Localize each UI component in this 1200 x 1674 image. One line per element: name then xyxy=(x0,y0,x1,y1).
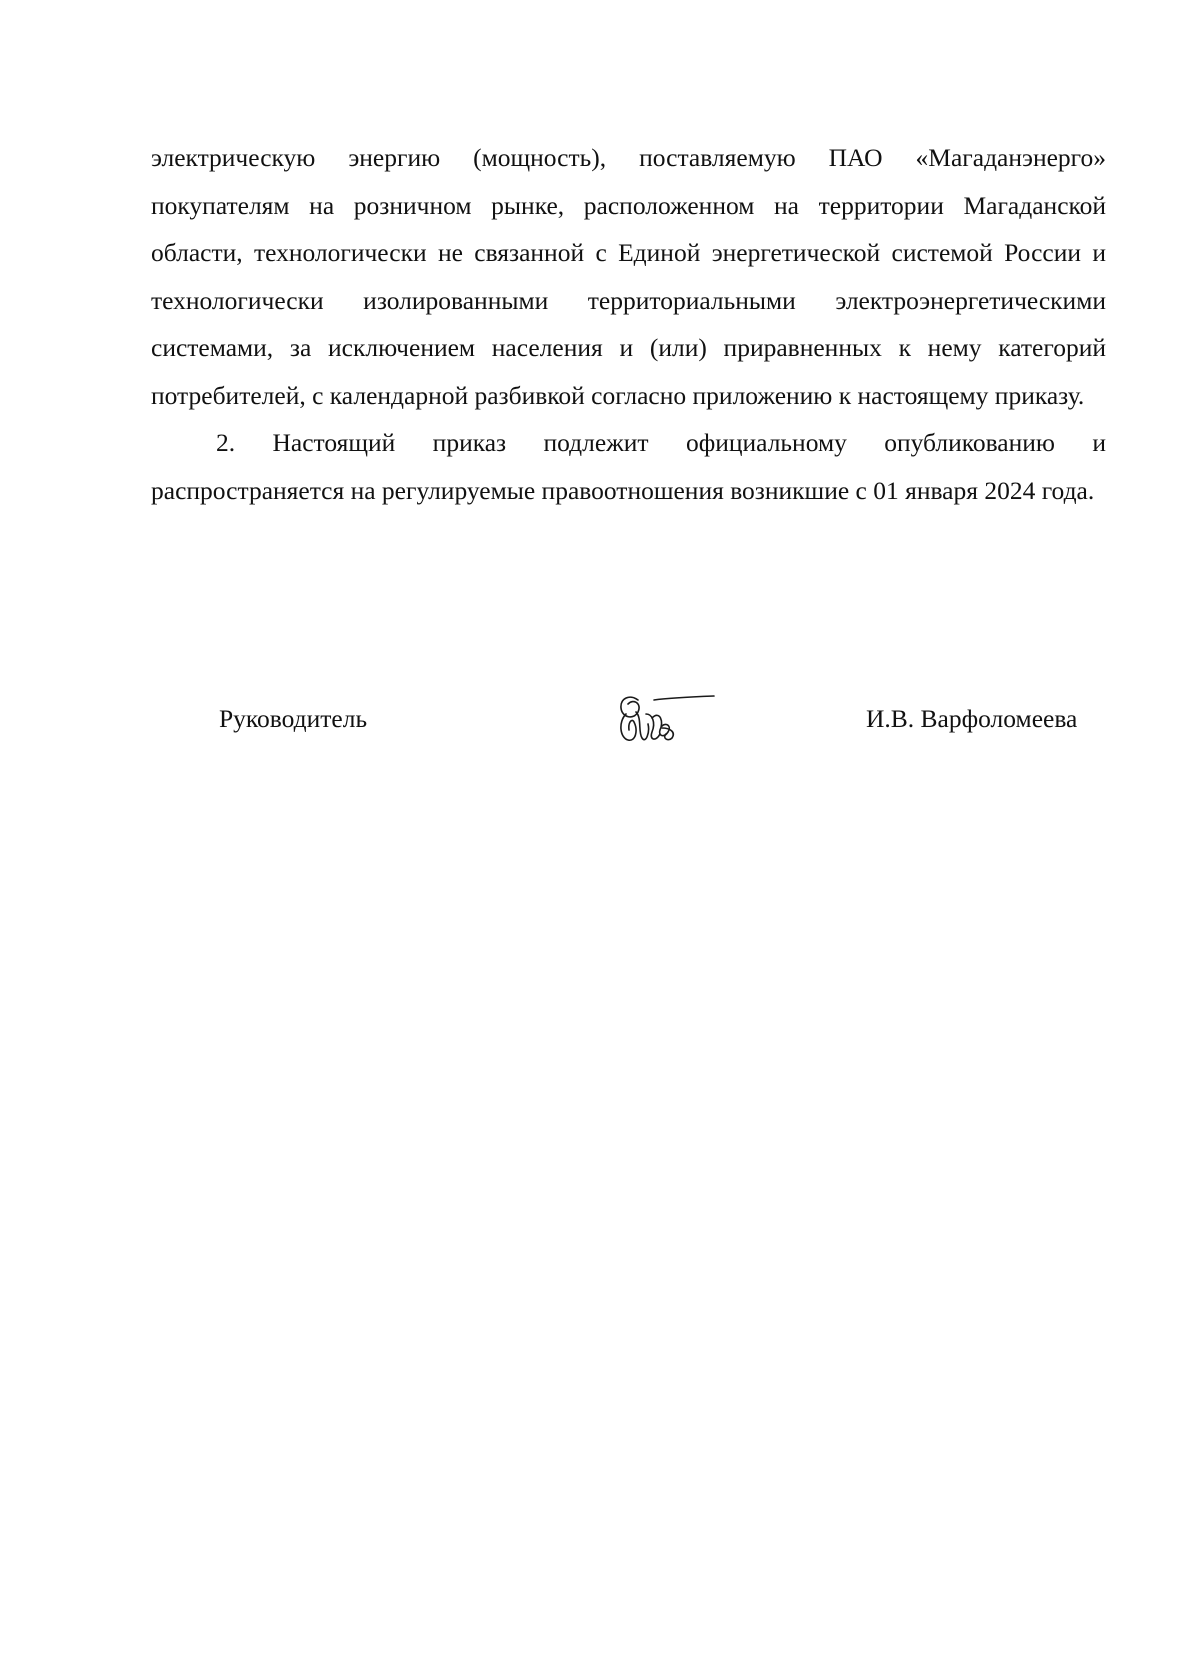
paragraph-1: электрическую энергию (мощность), поставляемую ПАО «Магаданэнерго» покупателям на розничном рынке, расположенном на территории Магаданской области, технологически не связанной с Единой энергетической системой России и технологически изолированными территориальными электроэнергетическими системами, за исключением населения и (или) приравненных к нему категорий потребителей, с календарной разбивкой согласно приложению к настоящему приказу. xyxy=(151,143,1106,410)
handwritten-signature-icon xyxy=(616,692,716,754)
signer-name: И.В. Варфоломеева xyxy=(866,704,1078,733)
signer-position: Руководитель xyxy=(219,704,368,733)
signature-block xyxy=(0,692,1200,772)
document-body xyxy=(151,134,1106,514)
paragraph-2: 2. Настоящий приказ подлежит официальному опубликованию и распространяется на регулируемые правоотношения возникшие с 01 января 2024 года. xyxy=(151,428,1106,505)
